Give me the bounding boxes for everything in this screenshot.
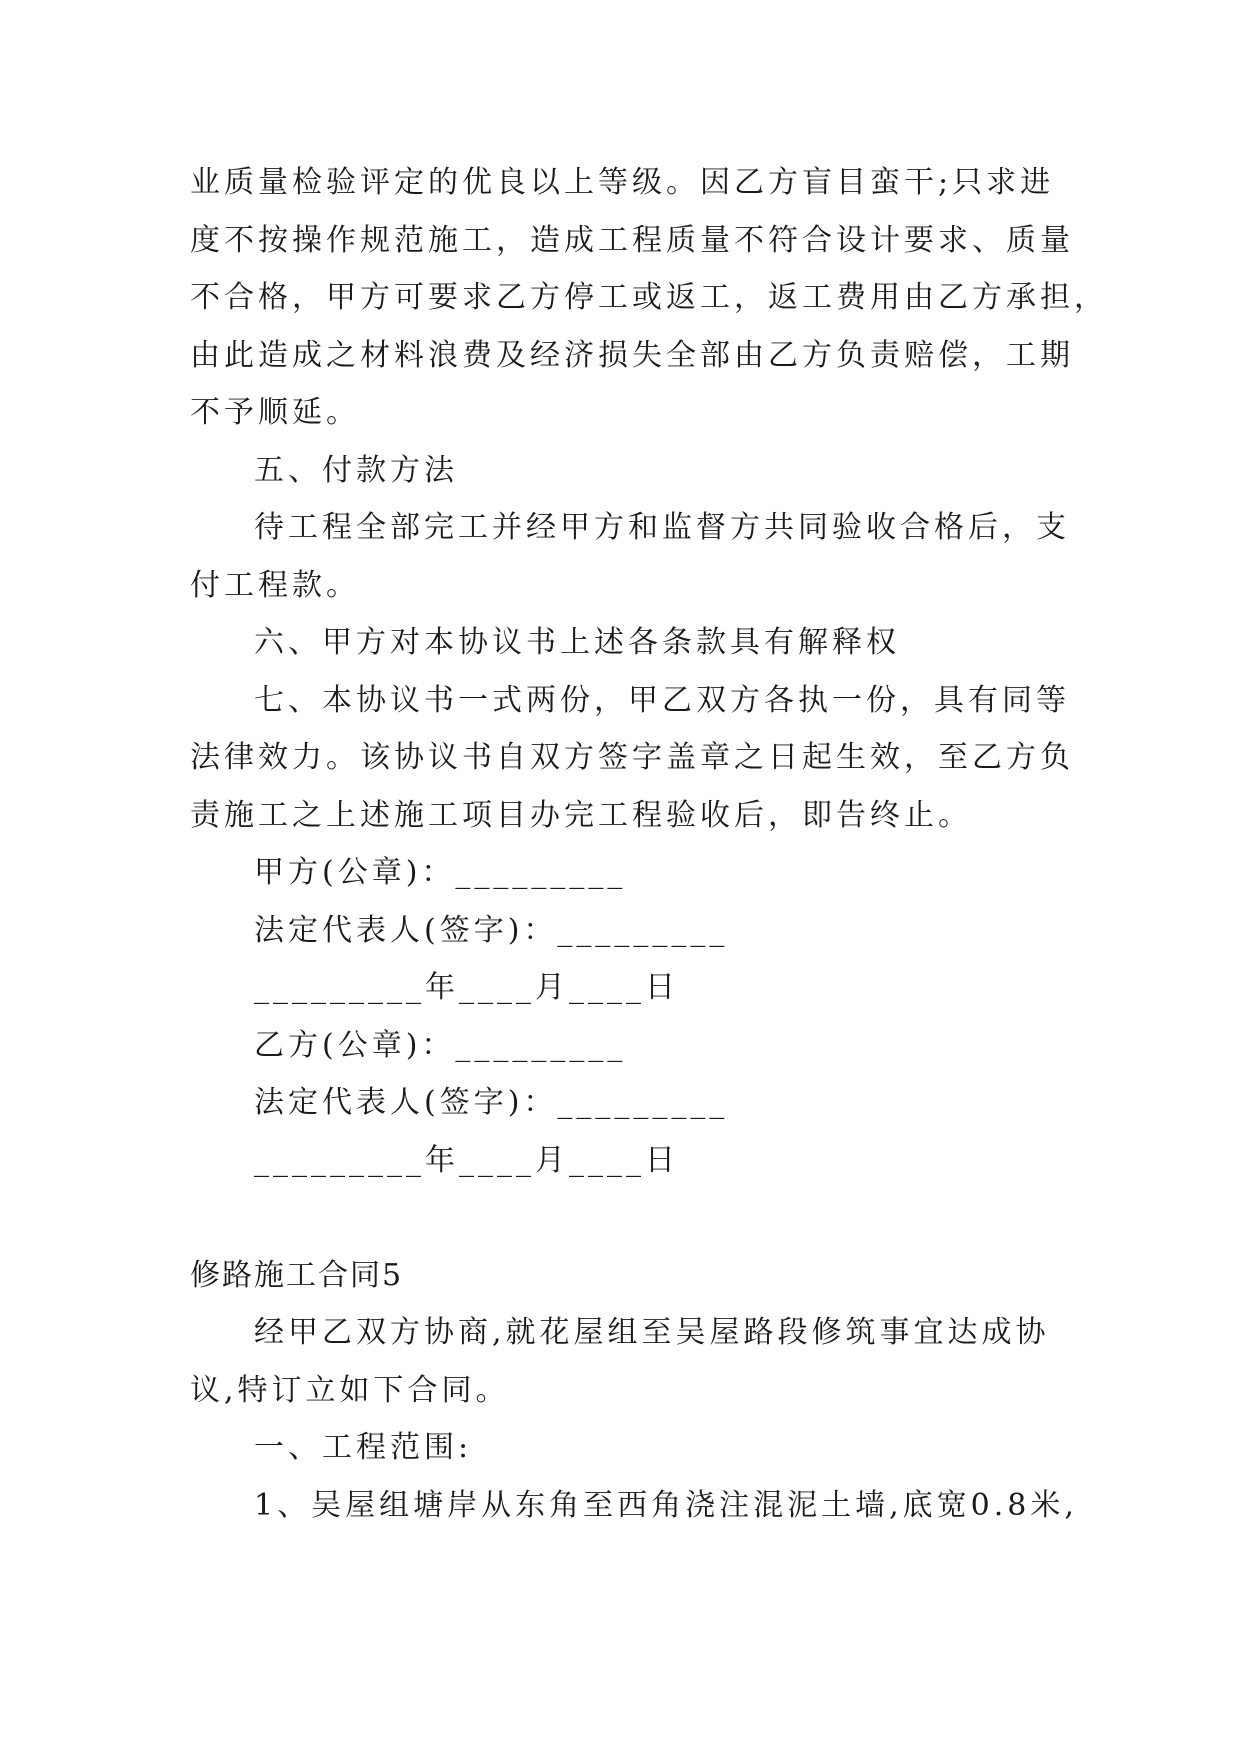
paragraph-line: 付工程款。	[190, 567, 360, 603]
clause-heading-payment: 五、付款方法	[254, 452, 458, 488]
paragraph-line: 法律效力。该协议书自双方签字盖章之日起生效，至乙方负	[190, 740, 1074, 775]
paragraph-line: 度不按操作规范施工，造成工程质量不符合设计要求、质量	[190, 222, 1074, 258]
party-b-representative-field: 法定代表人(签字)：_________	[254, 1085, 729, 1120]
paragraph-line: 1、吴屋组塘岸从东角至西角浇注混泥土墙,底宽0.8米,	[254, 1487, 1078, 1523]
party-a-date-field: _________年____月____日	[254, 970, 679, 1005]
party-a-seal-field: 甲方(公章)：_________	[254, 855, 627, 890]
paragraph-line: 不合格，甲方可要求乙方停工或返工，返工费用由乙方承担，	[190, 280, 1108, 315]
paragraph-line: 经甲乙双方协商,就花屋组至吴屋路段修筑事宜达成协	[254, 1315, 1050, 1350]
party-a-representative-field: 法定代表人(签字)：_________	[254, 912, 729, 948]
paragraph-line: 由此造成之材料浪费及经济损失全部由乙方负责赔偿，工期	[190, 337, 1074, 373]
party-b-date-field: _________年____月____日	[254, 1142, 679, 1178]
paragraph-line: 业质量检验评定的优良以上等级。因乙方盲目蛮干;只求进	[190, 165, 1055, 200]
section-title: 修路施工合同5	[190, 1257, 404, 1293]
clause-interpretation: 六、甲方对本协议书上述各条款具有解释权	[254, 625, 900, 660]
paragraph-line: 待工程全部完工并经甲方和监督方共同验收合格后，支	[254, 510, 1070, 545]
party-b-seal-field: 乙方(公章)：_________	[254, 1027, 627, 1063]
paragraph-line: 不予顺延。	[190, 395, 360, 430]
paragraph-line: 议,特订立如下合同。	[190, 1372, 510, 1408]
clause-heading-scope: 一、工程范围:	[254, 1430, 473, 1465]
document-body	[190, 154, 1108, 1534]
clause-copies: 七、本协议书一式两份，甲乙双方各执一份，具有同等	[254, 682, 1070, 718]
paragraph-line: 责施工之上述施工项目办完工程验收后，即告终止。	[190, 797, 972, 833]
section-spacer	[190, 1189, 1050, 1247]
